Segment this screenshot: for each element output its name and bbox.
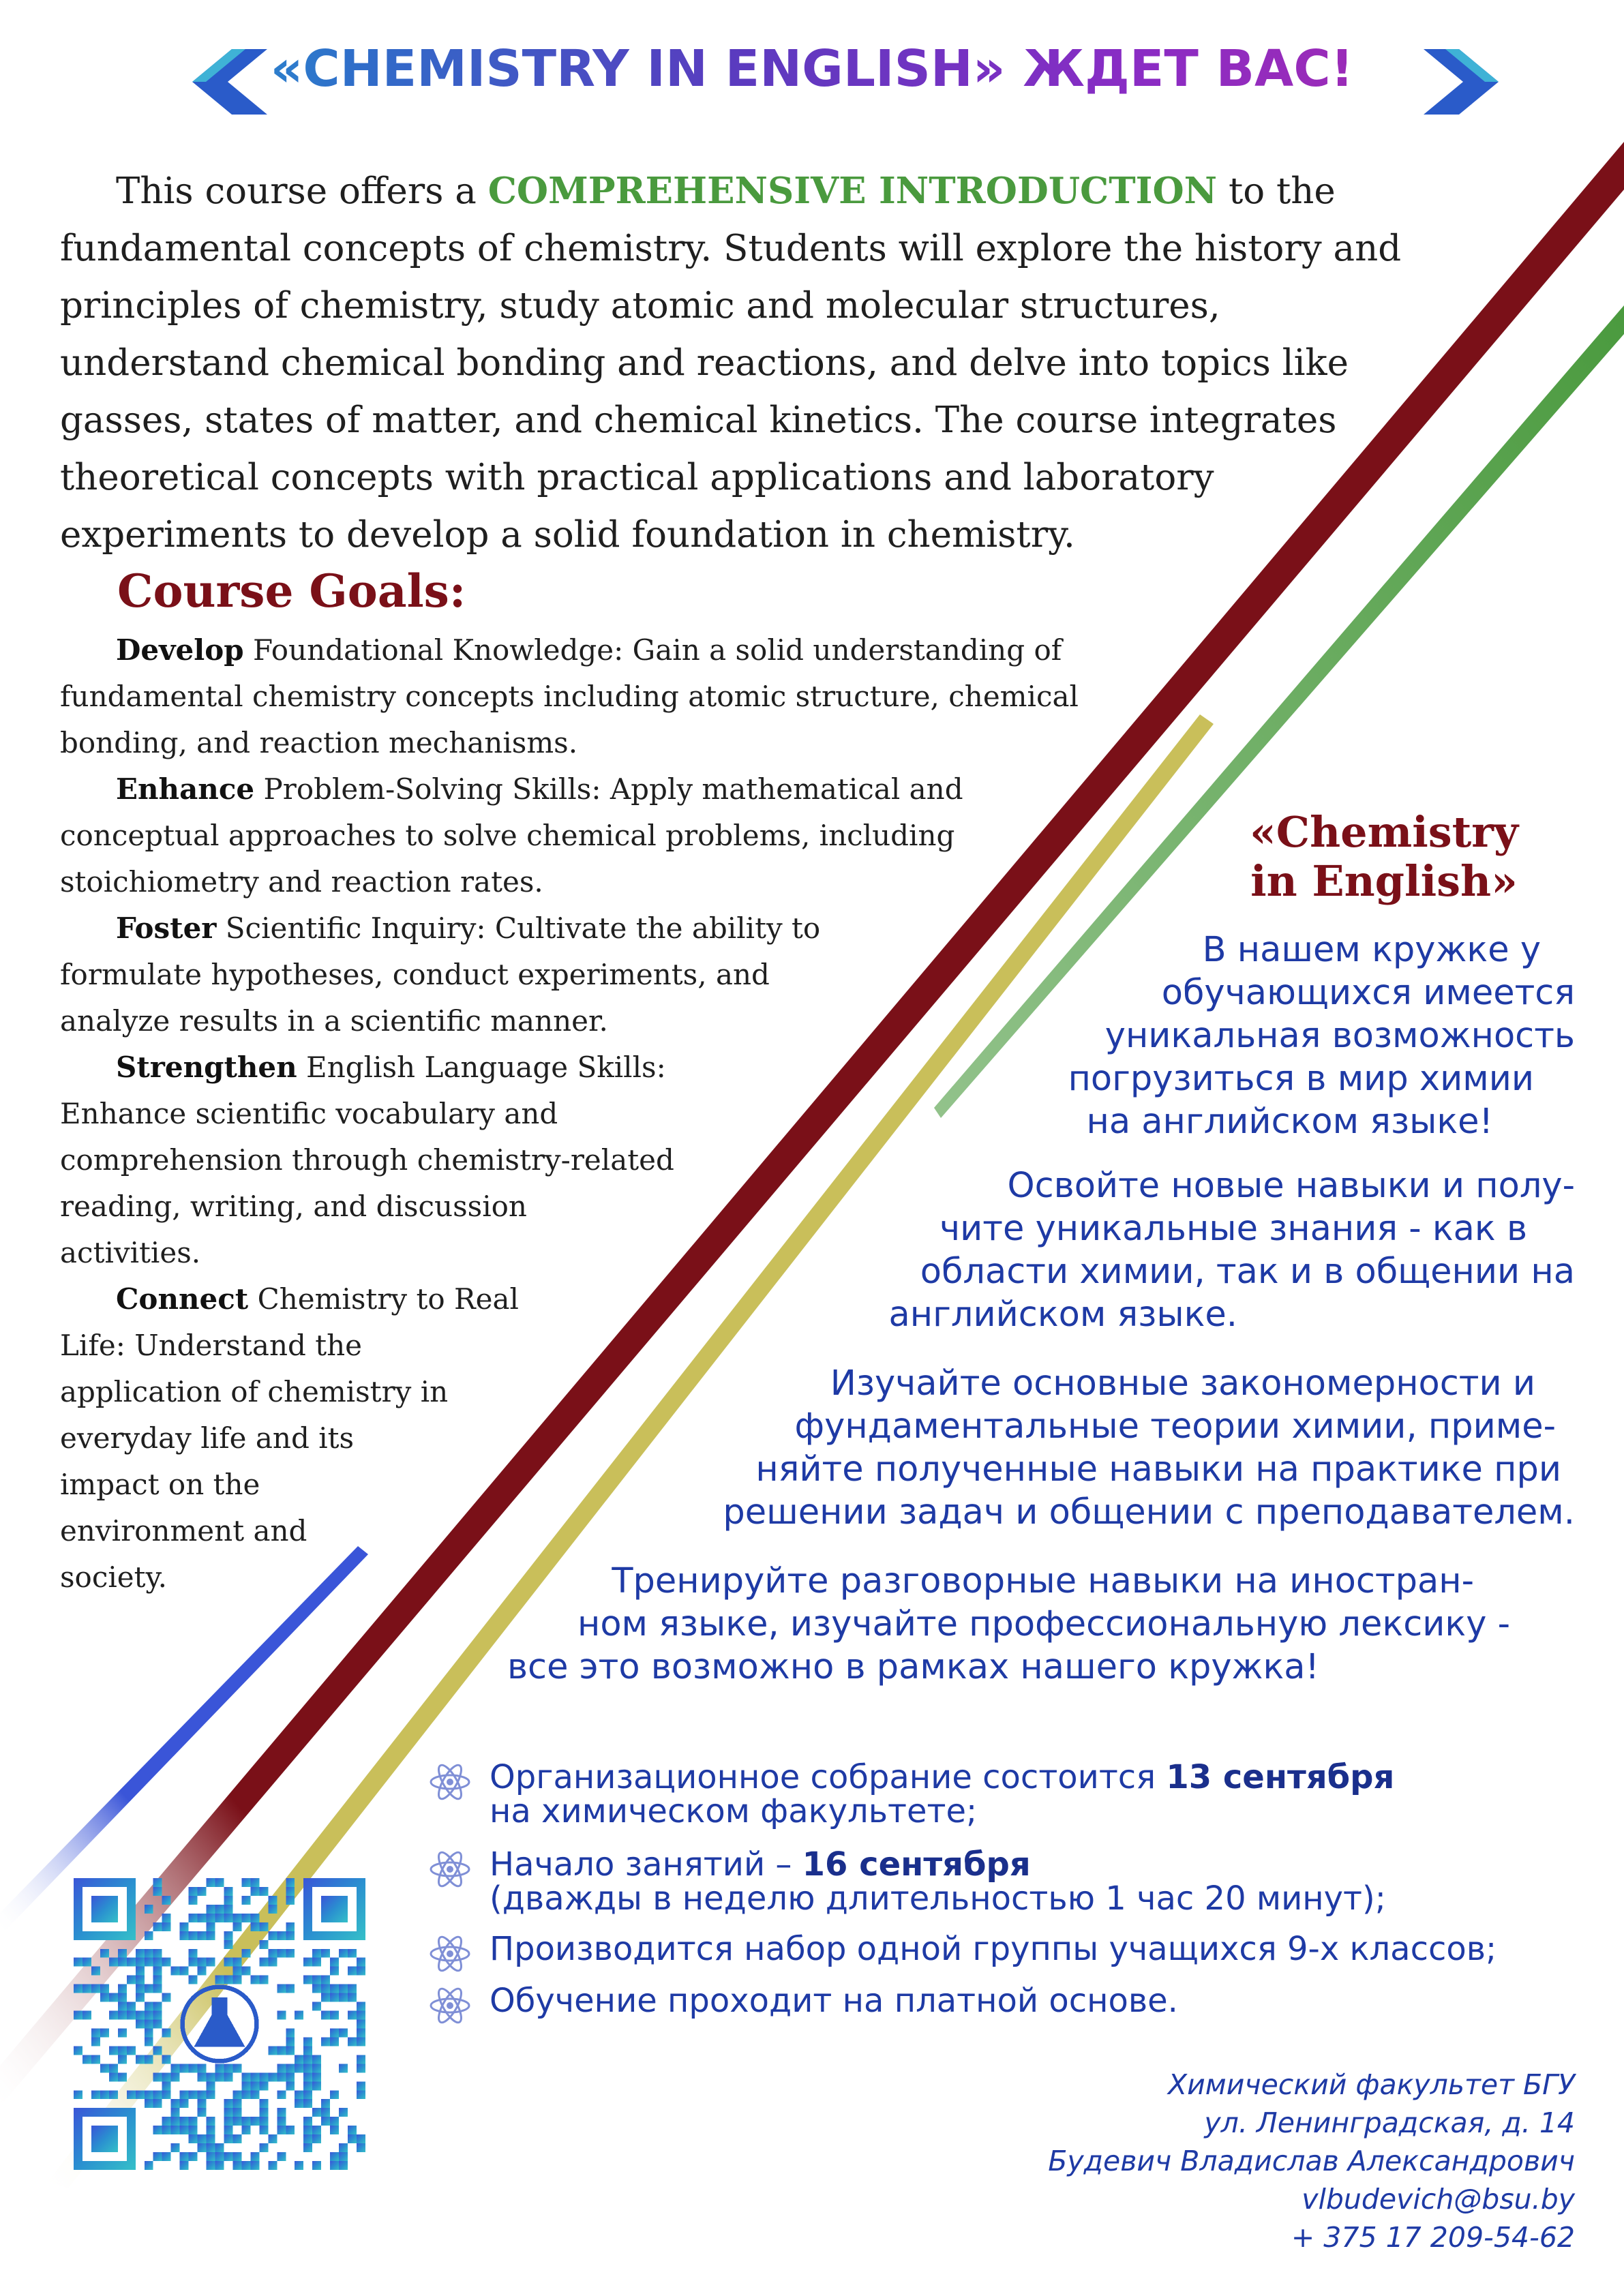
qr-code-icon[interactable]	[74, 1878, 365, 2170]
club-paragraph-1: В нашем кружке у обучающихся имеется уникальная возможность погрузиться в мир химии на английском языке!	[1068, 930, 1575, 1142]
page-title: «CHEMISTRY IN ENGLISH» ЖДЕТ ВАС!	[0, 40, 1624, 98]
club-title: «Chemistry in English»	[1249, 807, 1518, 906]
atom-icon	[428, 1760, 472, 1804]
goal-item: Enhance Problem-Solving Skills: Apply mathematical and conceptual approaches to solve chemical problems, including stoichiometry and reaction rates.	[60, 772, 963, 898]
club-paragraph-4: Тренируйте разговорные навыки на иностран- ном языке, изучайте профессиональную лексику - все это возможно в рамках нашего кружка!	[507, 1561, 1510, 1687]
contact-block	[757, 2066, 1575, 2256]
atom-icon	[428, 1847, 472, 1891]
atom-icon	[428, 1932, 472, 1976]
intro-paragraph: This course offers a COMPREHENSIVE INTRODUCTION to the fundamental concepts of chemistry. Students will explore the history and principles of chemistry, study atomic and molecular structures, understand chemical bonding and reactions, and delve into topics like gasses, states of matter, and chemical kinetics. The course integrates theoretical concepts with practical applications and laboratory experiments to develop a solid foundation in chemistry.	[60, 170, 1402, 556]
contact-faculty: Химический факультет БГУ	[1168, 2068, 1575, 2101]
contact-phone[interactable]: + 375 17 209-54-62	[1291, 2221, 1575, 2254]
course-goals-title: Course Goals:	[117, 564, 466, 618]
club-paragraph-2: Освойте новые навыки и полу- чите уникальные знания - как в области химии, так и в общении на английском языке.	[888, 1166, 1575, 1335]
contact-address: ул. Ленинградская, д. 14	[1204, 2106, 1575, 2139]
club-paragraph-3: Изучайте основные закономерности и фундаментальные теории химии, приме- няйте полученные навыки на практике при решении задач и общении с преподавателем.	[723, 1363, 1575, 1532]
atom-icon	[428, 1984, 472, 2027]
goal-item: Foster Scientific Inquiry: Cultivate the ability to formulate hypotheses, conduct experiments, and analyze results in a scientific manner.	[60, 911, 821, 1038]
goal-item: Strengthen English Language Skills: Enhance scientific vocabulary and comprehension through chemistry-related reading, writing, and discussion activities.	[60, 1051, 674, 1269]
contact-person: Будевич Владислав Александрович	[1048, 2145, 1575, 2177]
contact-email[interactable]: vlbudevich@bsu.by	[1302, 2183, 1575, 2216]
goal-item: Connect Chemistry to Real Life: Understand the application of chemistry in everyday life and its impact on the environment and society.	[60, 1282, 519, 1594]
intro-highlight: COMPREHENSIVE INTRODUCTION	[487, 170, 1218, 212]
goal-item: Develop Foundational Knowledge: Gain a solid understanding of fundamental chemistry concepts including atomic structure, chemical bonding, and reaction mechanisms.	[60, 633, 1079, 759]
